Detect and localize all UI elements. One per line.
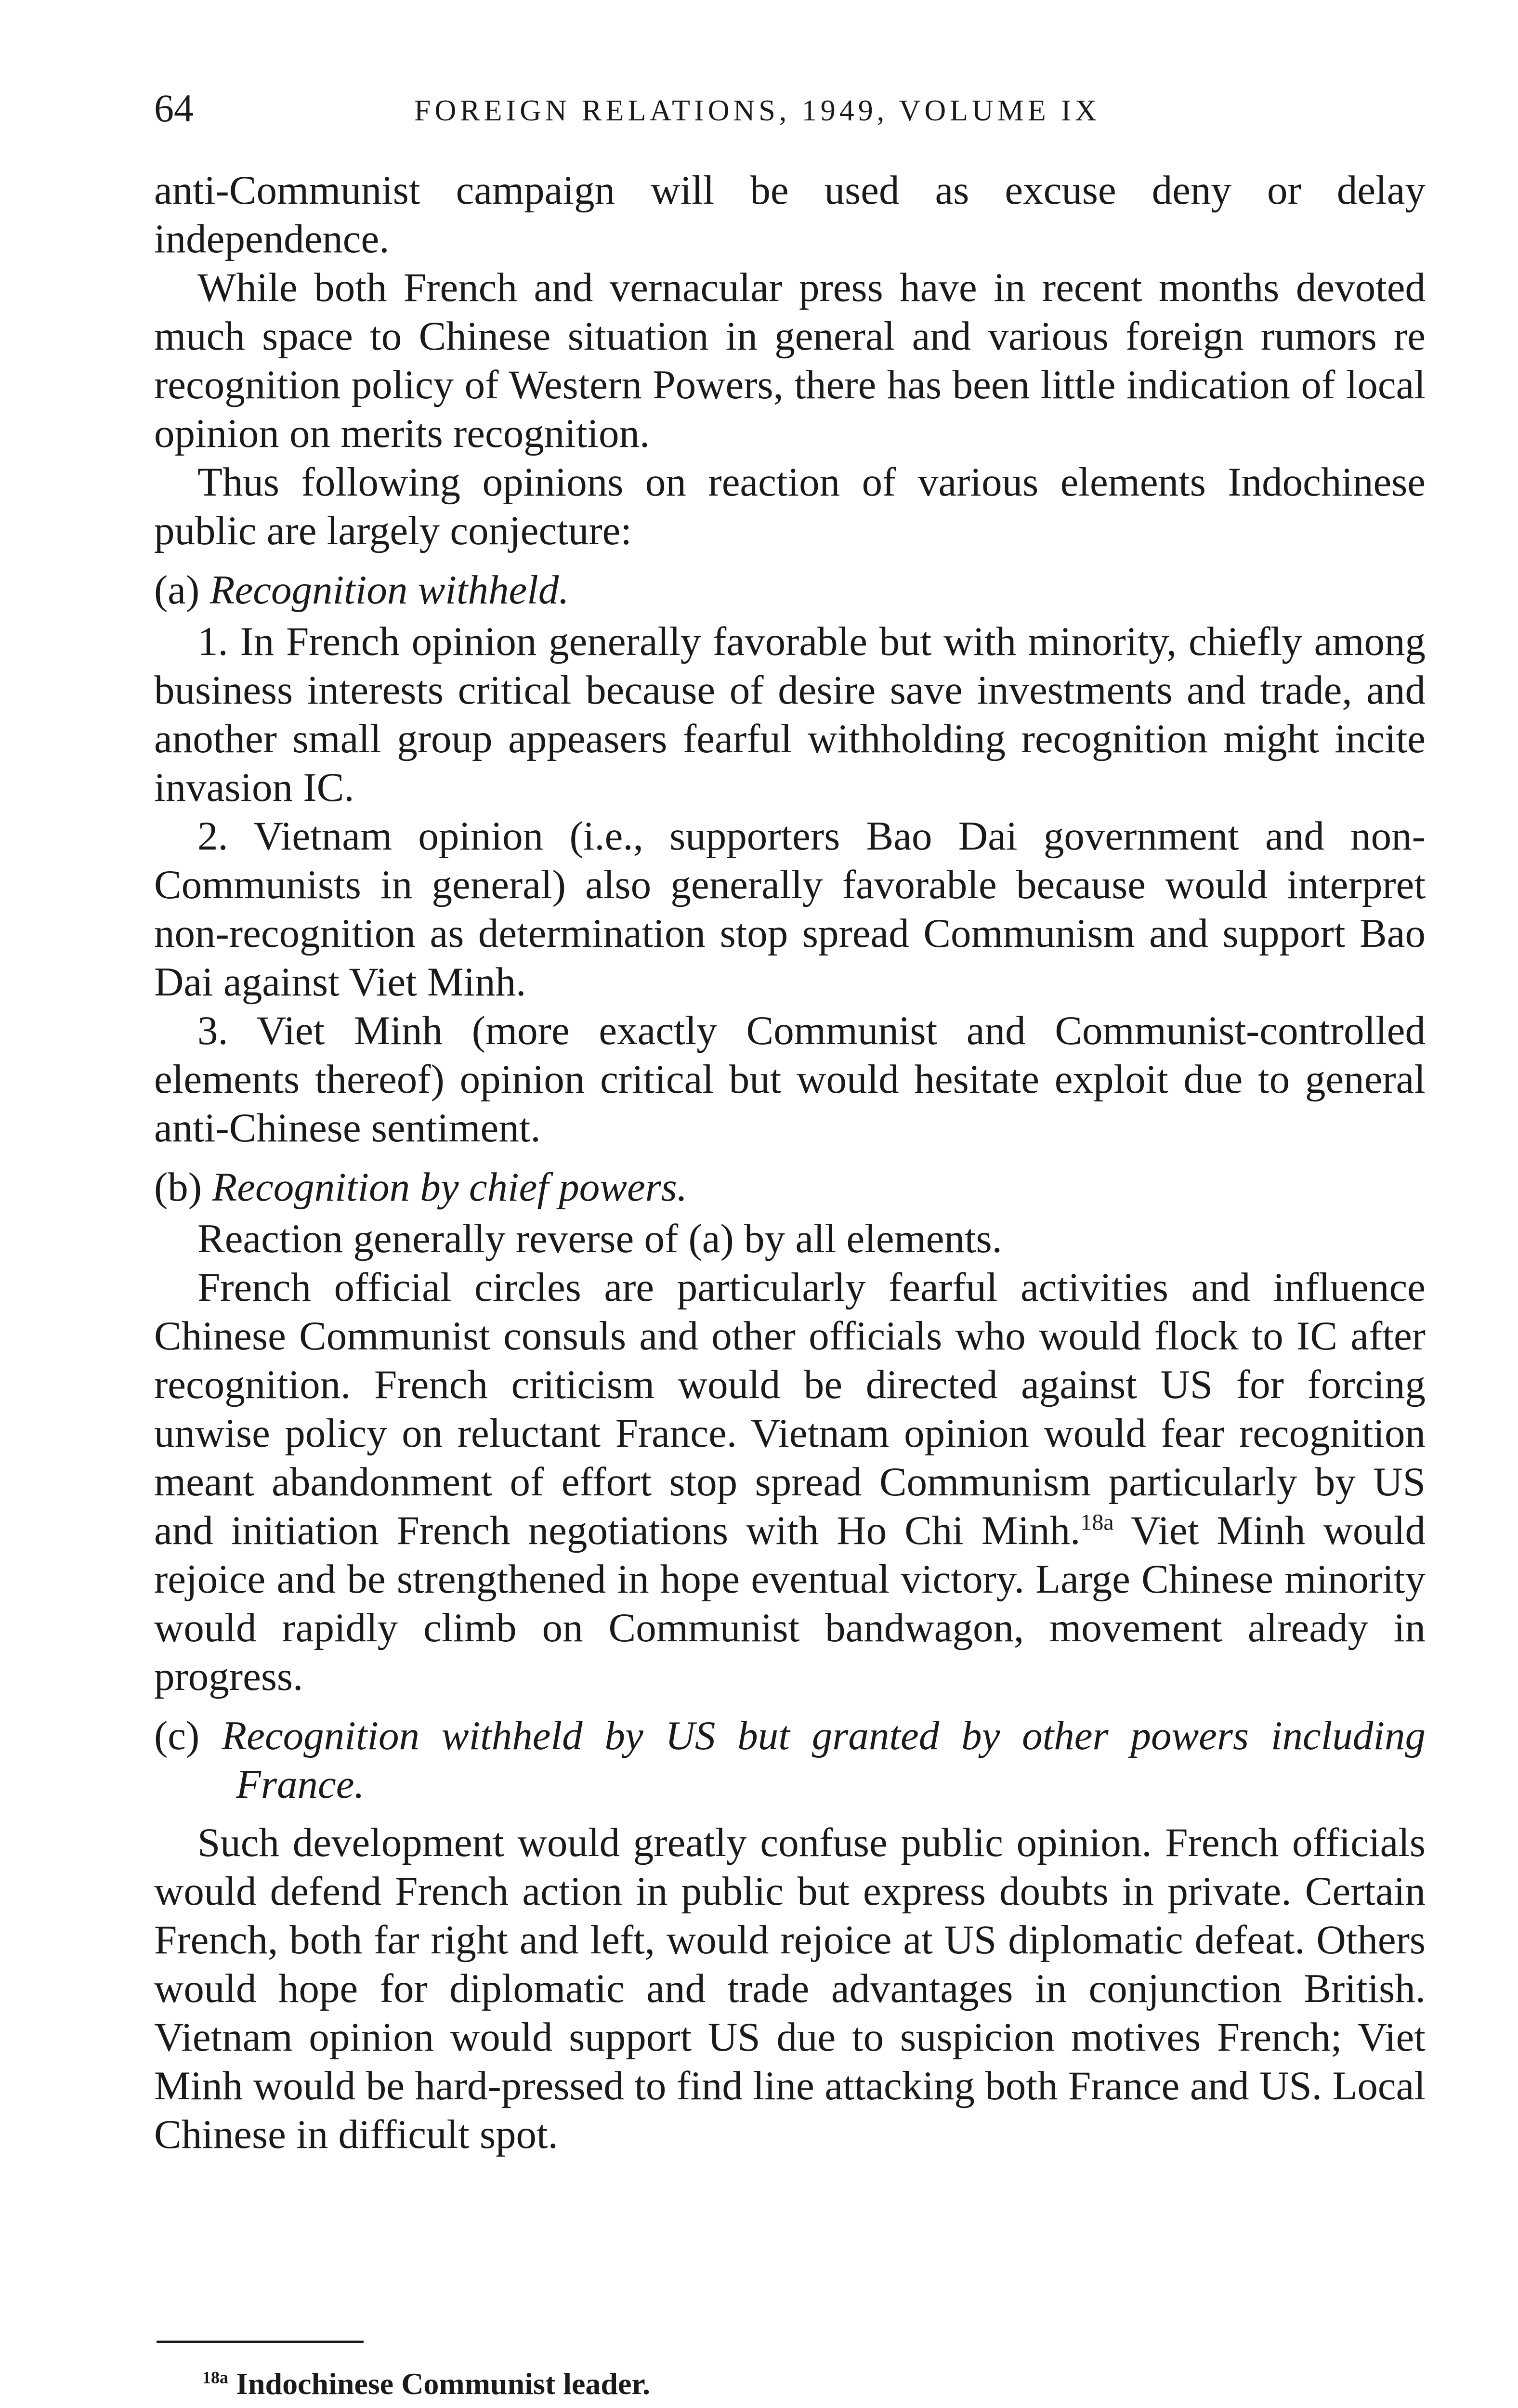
paragraph-press: While both French and vernacular press have in recent months devoted much space to Chinese situation in general and various foreign rumors re recognition policy of Western Powers, there has been little indication of local opinion on merits recognition. [154,265,1426,456]
footnote-reference: 18a [1080,1509,1114,1535]
footnote [202,2362,650,2406]
page-header [154,82,1426,140]
paragraph-reaction: Reaction generally reverse of (a) by all elements. [197,1216,1002,1261]
footnote-rule [157,2341,364,2343]
paragraph-french-circles-text-1: French official circles are particularly fearful activities and influence Chinese Communist consuls and other officials who would flock to IC after recognition. French criticism would be directed against US for forcing unwise policy on reluctant France. Vietnam opinion would fear recognition meant abandonment of effort stop spread Communism particularly by US and initiation French negotiations with Ho Chi Minh. [154,1265,1426,1553]
section-a-item-2: 2. Vietnam opinion (i.e., supporters Bao Dai government and non-Communists in general) also generally favorable because would interpret non-recognition as determination stop spread Communism and support Bao Dai against Viet Minh. [154,813,1426,1005]
section-b-title: Recognition by chief powers. [212,1165,688,1210]
footnote-mark: 18a [202,2368,228,2387]
section-b-label: (b) [154,1165,202,1210]
paragraph-french-circles-text-2: Viet Minh would rejoice and be strengthened in hope eventual victory. Large Chinese minority would rapidly climb on Communist bandwagon, movement already in progress. [154,1508,1426,1699]
body-text [154,166,1426,2159]
section-c-heading [154,1712,1426,1809]
section-a-heading [154,566,1426,615]
section-c-label: (c) [154,1713,200,1758]
running-head: FOREIGN RELATIONS, 1949, VOLUME IX [414,94,1100,127]
section-a-title: Recognition withheld. [209,567,569,613]
paragraph-such-development: Such development would greatly confuse public opinion. French officials would defend French action in public but express doubts in private. Certain French, both far right and left, would rejoice at US diplomatic defeat. Others would hope for diplomatic and trade advantages in conjunction British. Vietnam opinion would support US due to suspicion motives French; Viet Minh would be hard-pressed to find line attacking both France and US. Local Chinese in difficult spot. [154,1820,1426,2157]
paragraph-continuation: anti-Communist campaign will be used as excuse deny or delay independence. [154,168,1426,262]
paragraph-conjecture: Thus following opinions on reaction of various elements Indochinese public are largely conjecture: [154,459,1426,553]
section-a-item-3: 3. Viet Minh (more exactly Communist and Communist-controlled elements thereof) opinion critical but would hesitate exploit due to general anti-Chinese sentiment. [154,1008,1426,1151]
section-a-label: (a) [154,567,200,613]
page-number: 64 [154,86,194,130]
footnote-text: Indochinese Communist leader. [228,2367,650,2401]
section-a-item-1: 1. In French opinion generally favorable but with minority, chiefly among business interests critical because of desire save investments and trade, and another small group appeasers fearful withholding recognition might incite invasion IC. [154,619,1426,810]
section-b-heading [154,1163,1426,1212]
paragraph-french-circles [154,1263,1426,1701]
section-c-title: Recognition withheld by US but granted by other powers including France. [222,1713,1426,1807]
